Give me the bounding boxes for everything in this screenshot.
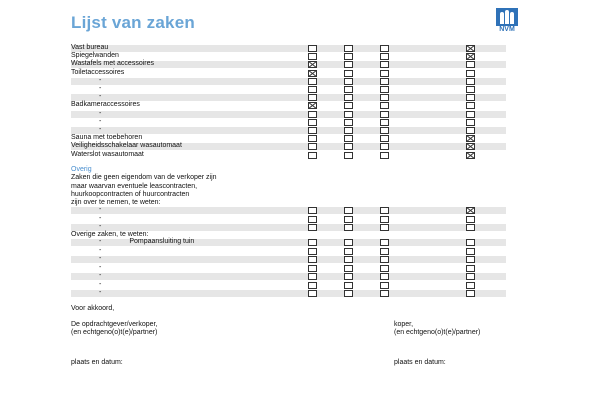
checkbox-col-3[interactable] [380, 102, 389, 109]
checkbox-col-1[interactable] [308, 86, 317, 93]
checklist-row [71, 282, 506, 289]
overige-heading: Overige zaken, te weten: [71, 231, 149, 238]
checkbox-col-1[interactable] [308, 70, 317, 77]
checklist-row [71, 207, 506, 214]
checkbox-col-3[interactable] [380, 256, 389, 263]
row-label [99, 93, 101, 101]
checkbox-col-3[interactable] [380, 290, 389, 297]
checkbox-col-3[interactable] [380, 119, 389, 126]
row-label-text: - [99, 214, 102, 222]
row-label [99, 118, 101, 126]
checkbox-col-2[interactable] [344, 239, 353, 246]
agreement-text: Voor akkoord, [71, 305, 115, 312]
checkbox-col-3[interactable] [380, 216, 389, 223]
checkbox-col-4[interactable] [466, 111, 475, 118]
checkbox-col-4[interactable] [466, 282, 475, 289]
checkbox-col-3[interactable] [380, 207, 389, 214]
checkbox-col-2[interactable] [344, 265, 353, 272]
checkbox-col-4[interactable] [466, 248, 475, 255]
checkbox-col-4[interactable] [466, 70, 475, 77]
row-label [99, 215, 101, 223]
checkbox-col-1[interactable] [308, 78, 317, 85]
buyer-partner-label: (en echtgeno(o)t(e)/partner) [394, 329, 481, 336]
checkbox-col-1[interactable] [308, 207, 317, 214]
row-label [71, 69, 124, 77]
checkbox-col-4[interactable] [466, 53, 475, 60]
checkbox-col-3[interactable] [380, 282, 389, 289]
seller-label: De opdrachtgever/verkoper, [71, 321, 158, 328]
logo-mark [496, 8, 518, 26]
row-label [71, 44, 108, 52]
checkbox-col-4[interactable] [466, 127, 475, 134]
row-label [99, 110, 101, 118]
checkbox-col-4[interactable] [466, 256, 475, 263]
checkbox-col-1[interactable] [308, 152, 317, 159]
checkbox-col-2[interactable] [344, 224, 353, 231]
row-label [99, 77, 101, 85]
place-date-buyer: plaats en datum: [394, 359, 446, 366]
checkbox-col-4[interactable] [466, 135, 475, 142]
checkbox-col-2[interactable] [344, 78, 353, 85]
checkbox-col-1[interactable] [308, 290, 317, 297]
section-overig: Overig [71, 166, 92, 173]
checkbox-col-4[interactable] [466, 224, 475, 231]
checklist-row [71, 135, 506, 142]
checkbox-col-2[interactable] [344, 119, 353, 126]
checkbox-col-3[interactable] [380, 248, 389, 255]
row-label [71, 60, 154, 68]
checkbox-col-3[interactable] [380, 135, 389, 142]
checkbox-col-4[interactable] [466, 102, 475, 109]
checklist-row [71, 102, 506, 109]
checkbox-col-2[interactable] [344, 256, 353, 263]
checkbox-col-4[interactable] [466, 45, 475, 52]
checklist-row [71, 78, 506, 85]
checkbox-col-1[interactable] [308, 239, 317, 246]
checkbox-col-2[interactable] [344, 102, 353, 109]
row-label-text: Veiligheidsschakelaar wasautomaat [71, 142, 182, 150]
row-label [99, 255, 129, 263]
checkbox-col-1[interactable] [308, 45, 317, 52]
checkbox-col-3[interactable] [380, 70, 389, 77]
row-label-extra: Pompaansluiting tuin [129, 238, 195, 245]
checkbox-col-1[interactable] [308, 216, 317, 223]
checklist-row [71, 53, 506, 60]
checkbox-col-3[interactable] [380, 61, 389, 68]
checkbox-col-4[interactable] [466, 273, 475, 280]
overig-text-3: huurkoopcontracten of huurcontracten [71, 191, 190, 198]
checkbox-col-4[interactable] [466, 216, 475, 223]
row-label [99, 238, 194, 246]
checkbox-col-2[interactable] [344, 53, 353, 60]
checklist-row [71, 256, 506, 263]
row-label-text: - [99, 117, 102, 125]
checkbox-col-1[interactable] [308, 282, 317, 289]
checklist-row [71, 248, 506, 255]
checkbox-col-4[interactable] [466, 143, 475, 150]
checkbox-col-2[interactable] [344, 111, 353, 118]
nvm-logo-icon [490, 8, 524, 36]
checklist-row [71, 119, 506, 126]
checkbox-col-2[interactable] [344, 273, 353, 280]
checkbox-col-2[interactable] [344, 94, 353, 101]
row-label-text: - [99, 246, 102, 254]
checkbox-col-2[interactable] [344, 143, 353, 150]
row-label-text: - [99, 272, 102, 279]
checkbox-col-1[interactable] [308, 143, 317, 150]
row-label-text: Wastafels met accessoires [71, 60, 154, 68]
checkbox-col-1[interactable] [308, 119, 317, 126]
row-label-text: Badkameraccessoires [71, 101, 140, 109]
row-label-text: Toiletaccessoires [71, 68, 125, 76]
checkbox-col-2[interactable] [344, 290, 353, 297]
checkbox-col-3[interactable] [380, 273, 389, 280]
checkbox-col-4[interactable] [466, 119, 475, 126]
checkbox-col-2[interactable] [344, 207, 353, 214]
row-label [71, 142, 182, 150]
checkbox-col-2[interactable] [344, 70, 353, 77]
checkbox-col-3[interactable] [380, 45, 389, 52]
checklist-row [71, 239, 506, 246]
checkbox-col-1[interactable] [308, 94, 317, 101]
checkbox-col-2[interactable] [344, 127, 353, 134]
checklist-row [71, 265, 506, 272]
checkbox-col-1[interactable] [308, 111, 317, 118]
checkbox-col-3[interactable] [380, 111, 389, 118]
row-label [99, 247, 129, 255]
checkbox-col-3[interactable] [380, 86, 389, 93]
row-label-text: Vast bureau [71, 44, 109, 51]
checkbox-col-3[interactable] [380, 224, 389, 231]
row-label-text: - [99, 238, 102, 245]
checkbox-col-1[interactable] [308, 53, 317, 60]
row-label [71, 134, 142, 142]
row-label-text: - [99, 93, 102, 101]
checkbox-col-3[interactable] [380, 152, 389, 159]
checkbox-col-3[interactable] [380, 239, 389, 246]
checkbox-col-1[interactable] [308, 273, 317, 280]
checkbox-col-3[interactable] [380, 127, 389, 134]
row-label-text: - [99, 263, 102, 271]
buyer-label: koper, [394, 321, 414, 328]
checkbox-col-4[interactable] [466, 61, 475, 68]
checkbox-col-2[interactable] [344, 248, 353, 255]
checkbox-col-1[interactable] [308, 265, 317, 272]
checkbox-col-2[interactable] [344, 86, 353, 93]
row-label-text: Waterslot wasautomaat [71, 150, 144, 158]
logo-text: NVM [499, 26, 515, 33]
checkbox-col-3[interactable] [380, 53, 389, 60]
row-label [99, 206, 101, 214]
checklist-row [71, 45, 506, 52]
checkbox-col-2[interactable] [344, 61, 353, 68]
page-title: Lijst van zaken [71, 13, 195, 32]
row-label [99, 126, 101, 134]
checklist-row [71, 61, 506, 68]
row-label-text: - [99, 85, 102, 92]
row-label [71, 52, 119, 60]
checkbox-col-1[interactable] [308, 102, 317, 109]
checkbox-col-3[interactable] [380, 94, 389, 101]
row-label-text: - [99, 289, 102, 296]
row-label [71, 151, 144, 159]
checklist-row [71, 152, 506, 159]
checkbox-col-1[interactable] [308, 61, 317, 68]
checklist-row [71, 216, 506, 223]
checkbox-col-3[interactable] [380, 143, 389, 150]
checklist-row [71, 143, 506, 150]
checkbox-col-4[interactable] [466, 78, 475, 85]
checklist-row [71, 111, 506, 118]
row-label-text: - [99, 223, 102, 230]
row-label-text: - [99, 206, 102, 213]
row-label-text: - [99, 76, 102, 84]
checkbox-col-2[interactable] [344, 282, 353, 289]
checkbox-col-3[interactable] [380, 265, 389, 272]
checkbox-col-2[interactable] [344, 135, 353, 142]
checkbox-col-4[interactable] [466, 207, 475, 214]
place-date-seller: plaats en datum: [71, 359, 123, 366]
checkbox-col-3[interactable] [380, 78, 389, 85]
checkbox-col-1[interactable] [308, 248, 317, 255]
checkbox-col-4[interactable] [466, 265, 475, 272]
seller-partner-label: (en echtgeno(o)t(e)/partner) [71, 329, 158, 336]
checklist-row [71, 70, 506, 77]
checkbox-col-2[interactable] [344, 45, 353, 52]
checklist-row [71, 94, 506, 101]
checkbox-col-4[interactable] [466, 152, 475, 159]
checkbox-col-1[interactable] [308, 127, 317, 134]
row-label-text: Spiegelwanden [71, 52, 119, 60]
checkbox-col-4[interactable] [466, 290, 475, 297]
checkbox-col-2[interactable] [344, 152, 353, 159]
row-label [99, 85, 101, 93]
row-label-text: - [99, 126, 102, 133]
checklist-row [71, 127, 506, 134]
checkbox-col-1[interactable] [308, 256, 317, 263]
checkbox-col-1[interactable] [308, 224, 317, 231]
overig-text-4: zijn over te nemen, te weten: [71, 199, 161, 206]
checklist-row [71, 273, 506, 280]
row-label [99, 281, 129, 289]
checkbox-col-1[interactable] [308, 135, 317, 142]
checkbox-col-4[interactable] [466, 239, 475, 246]
row-label [71, 101, 140, 109]
row-label-text: Sauna met toebehoren [71, 134, 143, 142]
row-label-text: - [99, 255, 102, 262]
row-label [99, 272, 129, 280]
checklist-row [71, 290, 506, 297]
row-label-text: - [99, 109, 102, 117]
row-label-text: - [99, 280, 102, 288]
checkbox-col-2[interactable] [344, 216, 353, 223]
overig-text-1: Zaken die geen eigendom van de verkoper zijn [71, 174, 217, 181]
checkbox-col-4[interactable] [466, 86, 475, 93]
overig-text-2: maar waarvan eventuele leascontracten, [71, 183, 198, 190]
row-label [99, 289, 129, 297]
checkbox-col-4[interactable] [466, 94, 475, 101]
checklist-row [71, 86, 506, 93]
row-label [99, 264, 129, 272]
